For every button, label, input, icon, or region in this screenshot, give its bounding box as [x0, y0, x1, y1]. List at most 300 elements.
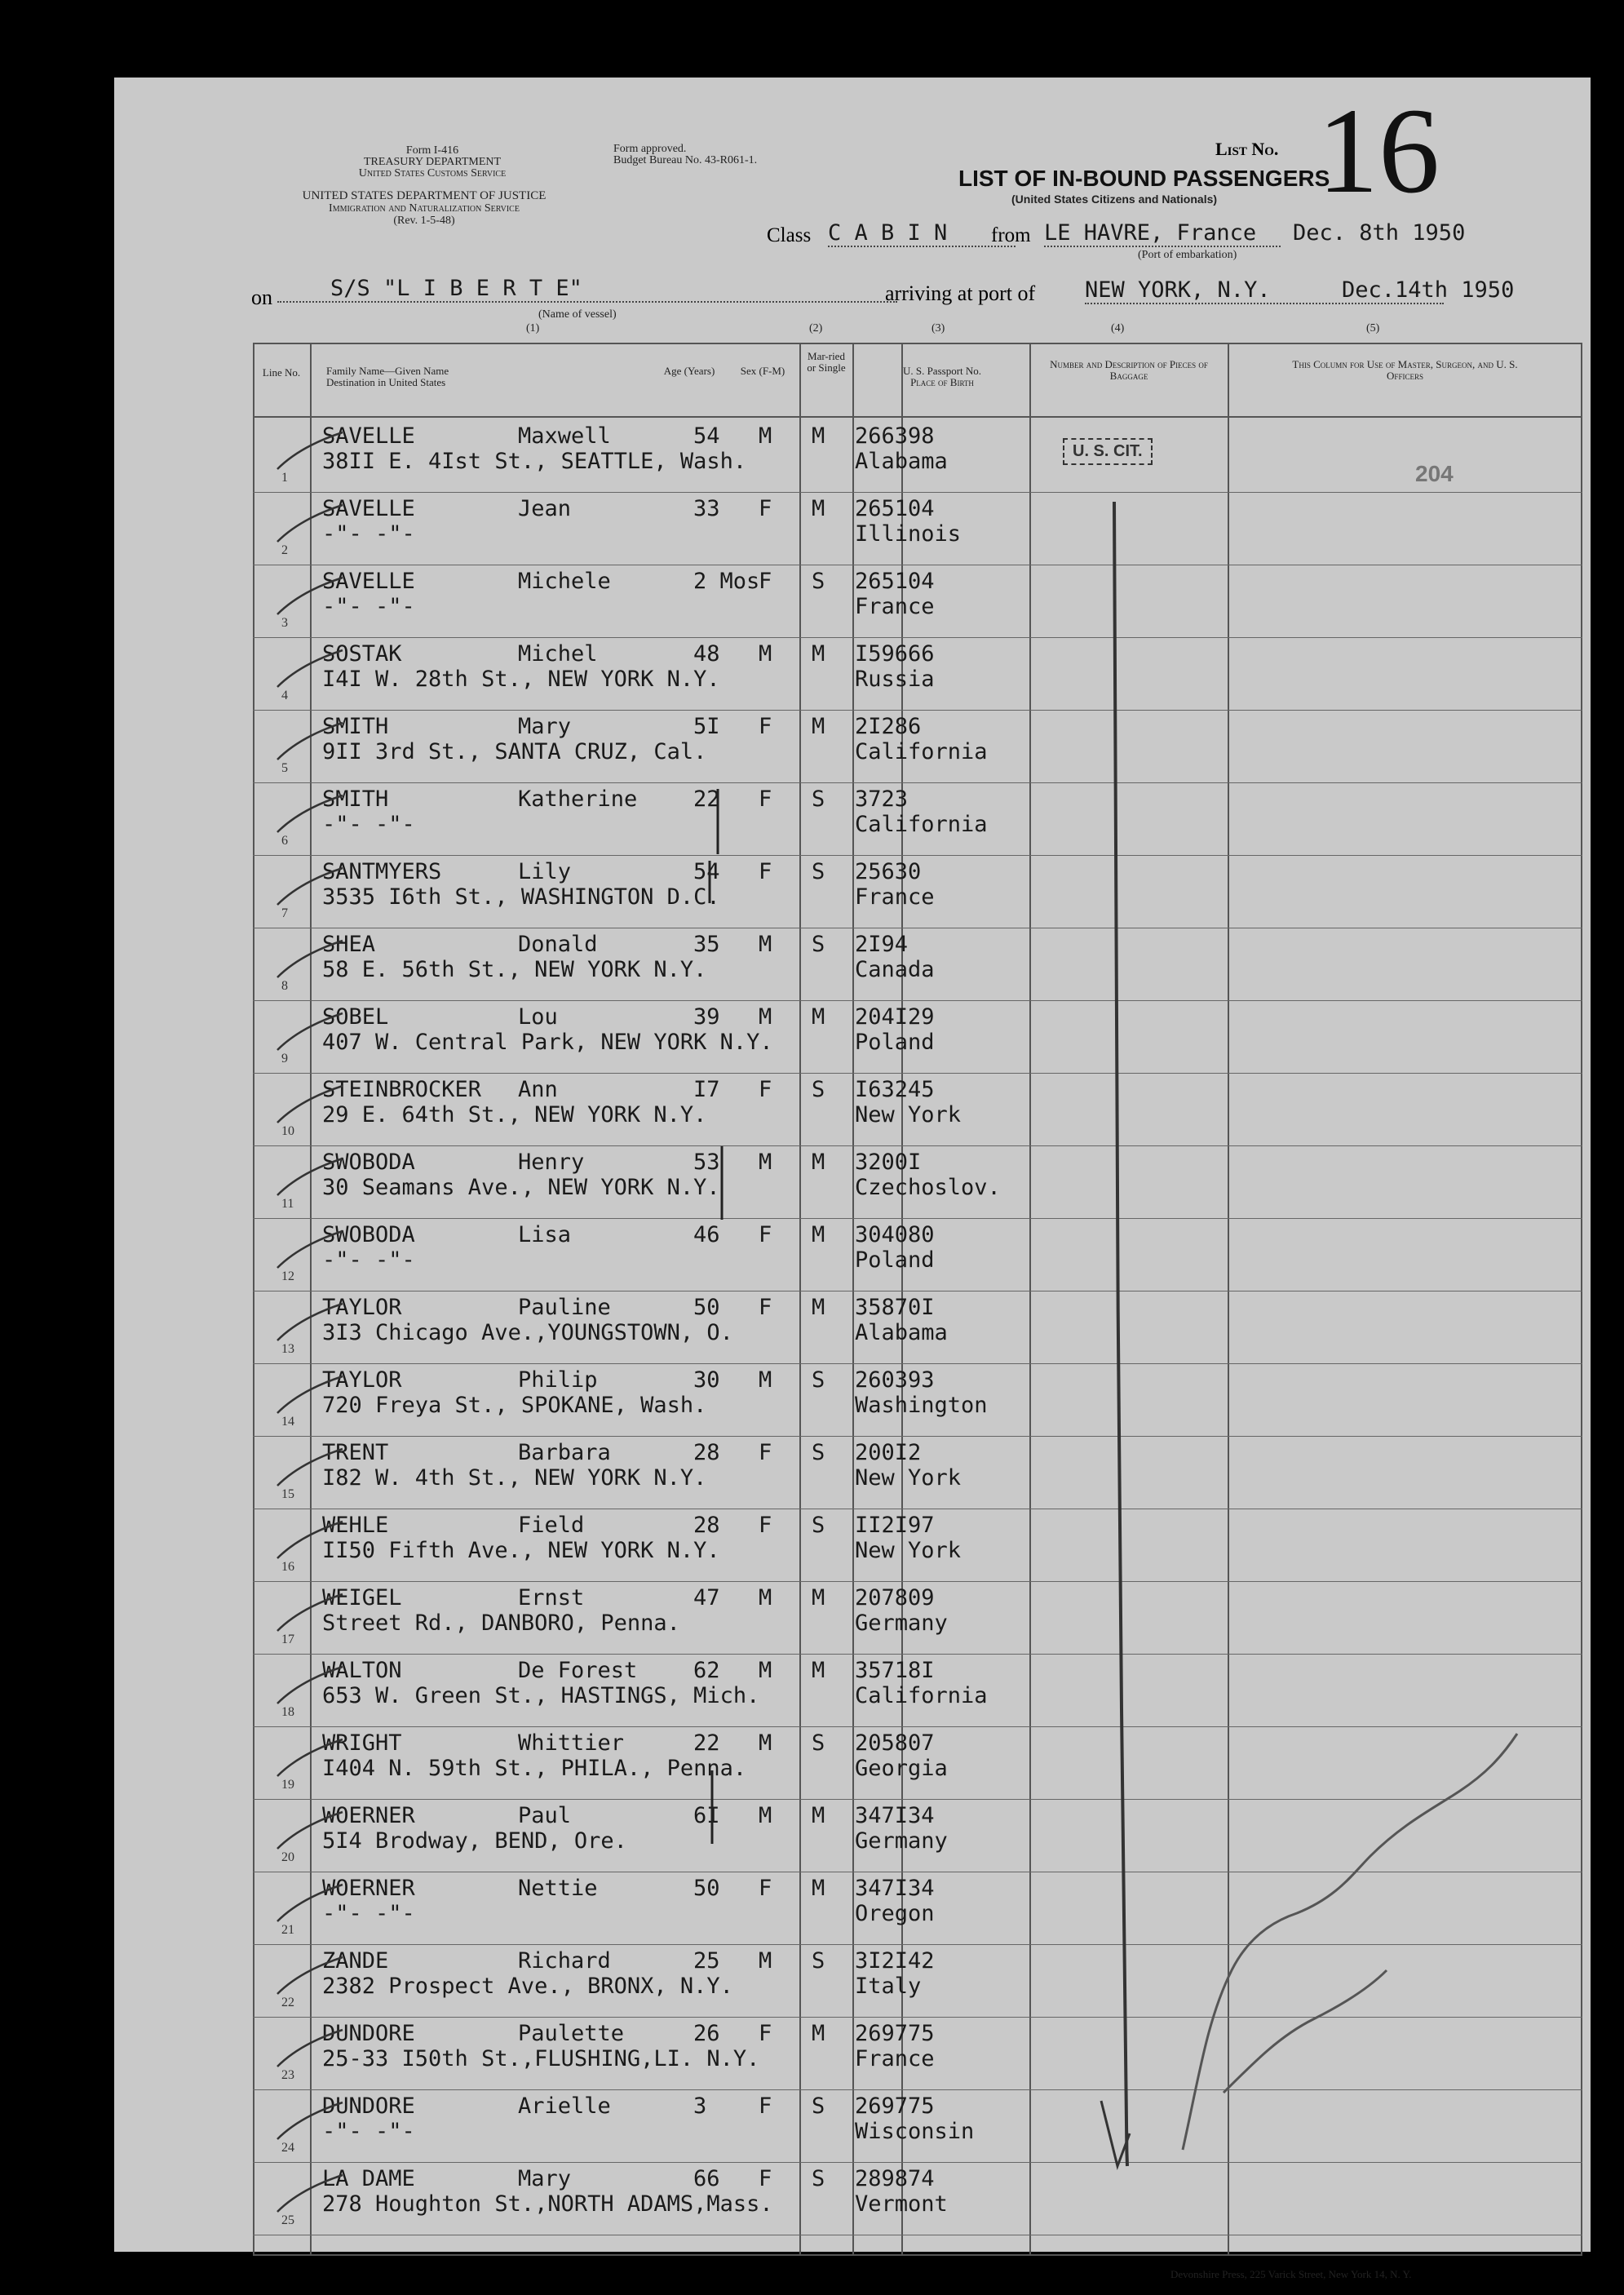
marital-status: M [812, 496, 825, 521]
line-number: 21 [281, 1923, 294, 1937]
family-name: DUNDORE [322, 2021, 415, 2046]
birthplace: France [855, 2046, 935, 2071]
family-name: SWOBODA [322, 1222, 415, 1247]
check-mark [273, 937, 347, 986]
customs-service: United States Customs Service [358, 167, 507, 179]
age: 33 [693, 496, 720, 521]
list-title: LIST OF IN-BOUND PASSENGERS [958, 166, 1330, 191]
given-name: Michel [518, 641, 598, 667]
birthplace: Vermont [855, 2191, 948, 2217]
check-mark [273, 1808, 347, 1857]
passport-number: 35870I [855, 1295, 935, 1320]
passport-number: 265104 [855, 569, 935, 594]
birthplace: California [855, 739, 988, 764]
sex: M [759, 423, 772, 449]
destination: 653 W. Green St., HASTINGS, Mich. [322, 1683, 760, 1708]
destination: -"- -"- [322, 2119, 415, 2144]
birthplace: France [855, 594, 935, 619]
sex: M [759, 1585, 772, 1610]
line-number: 22 [281, 1996, 294, 2009]
given-name: Pauline [518, 1295, 611, 1320]
sex: F [759, 2021, 772, 2046]
line-number: 10 [281, 1124, 294, 1138]
family-name: SMITH [322, 714, 389, 739]
birthplace: France [855, 884, 935, 910]
given-name: Maxwell [518, 423, 611, 449]
given-name: Paulette [518, 2021, 625, 2046]
embark-date: Dec. 8th 1950 [1293, 220, 1466, 246]
destination: I4I W. 28th St., NEW YORK N.Y. [322, 667, 720, 692]
table-row [114, 1655, 1591, 1727]
family-name: WEIGEL [322, 1585, 402, 1610]
table-row [114, 2018, 1591, 2090]
given-name: Jean [518, 496, 572, 521]
marital-status: S [812, 786, 825, 812]
family-name: WRIGHT [322, 1730, 402, 1756]
marital-status: S [812, 1367, 825, 1393]
arriving-label: arriving at port of [885, 281, 1036, 305]
age: 22 [693, 786, 720, 812]
marital-status: S [812, 1077, 825, 1102]
destination: -"- -"- [322, 1901, 415, 1926]
destination: 5I4 Brodway, BEND, Ore. [322, 1828, 627, 1854]
destination: 9II 3rd St., SANTA CRUZ, Cal. [322, 739, 707, 764]
table-row [114, 783, 1591, 856]
check-mark [273, 791, 347, 840]
birthplace: Canada [855, 957, 935, 982]
given-name: Lou [518, 1004, 558, 1030]
col-number-1: (1) [526, 322, 540, 335]
marital-status: S [812, 569, 825, 594]
sex: M [759, 1004, 772, 1030]
citizen-stamp: U. S. CIT. [1063, 438, 1153, 465]
arrival-port: NEW YORK, N.Y. [1085, 277, 1444, 304]
col-number-5: (5) [1366, 322, 1380, 335]
family-name: DUNDORE [322, 2093, 415, 2119]
given-name: De Forest [518, 1658, 638, 1683]
age: 2 Mos [693, 569, 760, 594]
check-mark [273, 2026, 347, 2075]
line-number: 25 [281, 2213, 294, 2227]
given-name: Mary [518, 714, 572, 739]
class-value: C A B I N [828, 220, 1016, 247]
given-name: Field [518, 1513, 585, 1538]
line-number: 20 [281, 1850, 294, 1864]
destination: I82 W. 4th St., NEW YORK N.Y. [322, 1465, 707, 1491]
line-number: 19 [281, 1778, 294, 1792]
passport-number: 200I2 [855, 1440, 922, 1465]
marital-status: M [812, 1150, 825, 1175]
family-name: SOSTAK [322, 641, 402, 667]
check-mark [273, 1227, 347, 1276]
passport-number: I63245 [855, 1077, 935, 1102]
birthplace: Alabama [855, 449, 948, 474]
embark-port: LE HAVRE, France [1044, 220, 1281, 247]
age: 47 [693, 1585, 720, 1610]
family-name: SAVELLE [322, 569, 415, 594]
line-number: 17 [281, 1633, 294, 1646]
age: 35 [693, 932, 720, 957]
line-number: 11 [281, 1197, 294, 1211]
destination: II50 Fifth Ave., NEW YORK N.Y. [322, 1538, 720, 1563]
family-name: TRENT [322, 1440, 389, 1465]
passport-number: I59666 [855, 641, 935, 667]
table-row [114, 856, 1591, 928]
passport-number: 2I286 [855, 714, 922, 739]
given-name: Richard [518, 1948, 611, 1974]
sex: M [759, 932, 772, 957]
destination: 29 E. 64th St., NEW YORK N.Y. [322, 1102, 707, 1128]
table-row [114, 2163, 1591, 2235]
destination: 25-33 I50th St.,FLUSHING,LI. N.Y. [322, 2046, 760, 2071]
given-name: Lisa [518, 1222, 572, 1247]
table-row [114, 1074, 1591, 1146]
age: 30 [693, 1367, 720, 1393]
marital-status: M [812, 1222, 825, 1247]
table-row [114, 1582, 1591, 1655]
birthplace: Wisconsin [855, 2119, 975, 2144]
passport-number: 265104 [855, 496, 935, 521]
marital-status: S [812, 1730, 825, 1756]
check-mark [273, 1372, 347, 1421]
family-name: SANTMYERS [322, 859, 442, 884]
line-number: 3 [281, 616, 288, 630]
check-mark [273, 1953, 347, 2002]
given-name: Michele [518, 569, 611, 594]
destination: I404 N. 59th St., PHILA., Penna. [322, 1756, 747, 1781]
table-row [114, 928, 1591, 1001]
family-name: SAVELLE [322, 496, 415, 521]
table-row [114, 1364, 1591, 1437]
passport-number: 204I29 [855, 1004, 935, 1030]
passenger-manifest-page [114, 78, 1591, 2280]
form-approved: Form approved. [613, 143, 687, 155]
line-number: 2 [281, 543, 288, 557]
sex: F [759, 859, 772, 884]
marital-status: M [812, 1803, 825, 1828]
check-mark [273, 2098, 347, 2147]
age: 5I [693, 714, 720, 739]
destination: -"- -"- [322, 1247, 415, 1273]
marital-status: S [812, 2166, 825, 2191]
passport-number: 269775 [855, 2021, 935, 2046]
vessel-caption: (Name of vessel) [538, 308, 617, 321]
table-row [114, 1800, 1591, 1872]
check-mark [273, 1009, 347, 1058]
passport-number: 3723 [855, 786, 909, 812]
table-row [114, 1219, 1591, 1291]
check-mark [273, 864, 347, 913]
marital-status: M [812, 714, 825, 739]
table-row [114, 1291, 1591, 1364]
sex: M [759, 1658, 772, 1683]
passport-number: 269775 [855, 2093, 935, 2119]
list-no-label: List No. [1215, 139, 1279, 159]
line-number: 5 [281, 761, 288, 775]
ins-service: Immigration and Naturalization Service [329, 202, 520, 215]
budget-bureau: Budget Bureau No. 43-R061-1. [613, 154, 758, 166]
birthplace: Washington [855, 1393, 988, 1418]
age: 50 [693, 1295, 720, 1320]
marital-status: M [812, 1876, 825, 1901]
check-mark [273, 1590, 347, 1639]
sex: M [759, 641, 772, 667]
family-name: SMITH [322, 786, 389, 812]
passport-number: 207809 [855, 1585, 935, 1610]
birthplace: Illinois [855, 521, 962, 547]
treasury-department: TREASURY DEPARTMENT [363, 156, 502, 168]
marital-status: S [812, 1440, 825, 1465]
sex: F [759, 2093, 772, 2119]
col-number-2: (2) [809, 322, 823, 335]
sex: F [759, 569, 772, 594]
col-header-married: Mar-ried or Single [807, 350, 846, 374]
family-name: SWOBODA [322, 1150, 415, 1175]
destination: 278 Houghton St.,NORTH ADAMS,Mass. [322, 2191, 773, 2217]
col-header-birth: Place of Birth [910, 376, 974, 388]
birthplace: California [855, 812, 988, 837]
line-number: 4 [281, 689, 288, 702]
col-header-age: Age (Years) [663, 365, 715, 377]
marital-status: S [812, 859, 825, 884]
check-mark [273, 1082, 347, 1131]
family-name: WALTON [322, 1658, 402, 1683]
birthplace: California [855, 1683, 988, 1708]
department-of-justice: UNITED STATES DEPARTMENT OF JUSTICE [302, 189, 546, 202]
birthplace: New York [855, 1538, 962, 1563]
birthplace: New York [855, 1465, 962, 1491]
given-name: Donald [518, 932, 598, 957]
line-number: 13 [281, 1342, 294, 1356]
revision: (Rev. 1-5-48) [393, 215, 455, 227]
check-mark [273, 1881, 347, 1929]
destination: 2382 Prospect Ave., BRONX, N.Y. [322, 1974, 733, 1999]
marital-status: M [812, 423, 825, 449]
check-mark [273, 1154, 347, 1203]
age: 25 [693, 1948, 720, 1974]
check-mark [273, 1735, 347, 1784]
birthplace: New York [855, 1102, 962, 1128]
sex: F [759, 1222, 772, 1247]
age: 28 [693, 1513, 720, 1538]
marital-status: M [812, 1658, 825, 1683]
check-mark [273, 501, 347, 550]
sex: F [759, 1077, 772, 1102]
check-mark [273, 1663, 347, 1712]
table-row [114, 1872, 1591, 1945]
sex: F [759, 1440, 772, 1465]
check-mark [273, 719, 347, 768]
check-mark [273, 2171, 347, 2220]
marital-status: S [812, 1948, 825, 1974]
passport-number: 205807 [855, 1730, 935, 1756]
given-name: Paul [518, 1803, 572, 1828]
table-row [114, 711, 1591, 783]
check-mark [273, 428, 347, 477]
birthplace: Oregon [855, 1901, 935, 1926]
passport-number: 3200I [855, 1150, 922, 1175]
destination: 407 W. Central Park, NEW YORK N.Y. [322, 1030, 773, 1055]
line-number: 1 [281, 471, 288, 485]
check-mark [273, 574, 347, 622]
birthplace: Czechoslov. [855, 1175, 1001, 1200]
age: 54 [693, 859, 720, 884]
family-name: SOBEL [322, 1004, 389, 1030]
vessel-name: S/S "L I B E R T E" [277, 276, 897, 303]
passport-number: 2I94 [855, 932, 909, 957]
line-number: 12 [281, 1269, 294, 1283]
col-header-sex: Sex (F-M) [740, 365, 785, 377]
birthplace: Georgia [855, 1756, 948, 1781]
family-name: TAYLOR [322, 1367, 402, 1393]
list-subtitle: (United States Citizens and Nationals) [1011, 193, 1218, 206]
destination: 3I3 Chicago Ave.,YOUNGSTOWN, O. [322, 1320, 733, 1345]
sex: F [759, 1295, 772, 1320]
col-header-name: Family Name—Given Name [326, 365, 449, 377]
family-name: WOERNER [322, 1876, 415, 1901]
age: 28 [693, 1440, 720, 1465]
destination: 30 Seamans Ave., NEW YORK N.Y. [322, 1175, 720, 1200]
col-number-4: (4) [1111, 322, 1125, 335]
annotation-number: 204 [1415, 461, 1454, 486]
sex: F [759, 1876, 772, 1901]
sex: M [759, 1948, 772, 1974]
birthplace: Italy [855, 1974, 922, 1999]
col-header-officers: This Column for Use of Master, Surgeon, and U. S. Officers [1292, 358, 1518, 382]
table-row [114, 1146, 1591, 1219]
age: 26 [693, 2021, 720, 2046]
given-name: Henry [518, 1150, 585, 1175]
birthplace: Germany [855, 1828, 948, 1854]
destination: 720 Freya St., SPOKANE, Wash. [322, 1393, 707, 1418]
table-row [114, 1001, 1591, 1074]
passport-number: 304080 [855, 1222, 935, 1247]
family-name: LA DAME [322, 2166, 415, 2191]
given-name: Ernst [518, 1585, 585, 1610]
check-mark [273, 1517, 347, 1566]
col-header-line: Line No. [262, 366, 301, 379]
table-row [114, 1509, 1591, 1582]
col-header-passport: U. S. Passport No. [902, 365, 982, 377]
age: 48 [693, 641, 720, 667]
age: 22 [693, 1730, 720, 1756]
line-number: 14 [281, 1415, 294, 1429]
family-name: TAYLOR [322, 1295, 402, 1320]
sex: F [759, 496, 772, 521]
marital-status: M [812, 1295, 825, 1320]
line-number: 24 [281, 2141, 294, 2155]
sex: F [759, 2166, 772, 2191]
birthplace: Poland [855, 1247, 935, 1273]
given-name: Barbara [518, 1440, 611, 1465]
line-number: 23 [281, 2068, 294, 2082]
passport-number: 25630 [855, 859, 922, 884]
given-name: Philip [518, 1367, 598, 1393]
age: 39 [693, 1004, 720, 1030]
given-name: Arielle [518, 2093, 611, 2119]
destination: 3535 I6th St., WASHINGTON D.C. [322, 884, 720, 910]
age: 66 [693, 2166, 720, 2191]
family-name: WEHLE [322, 1513, 389, 1538]
age: 3 [693, 2093, 707, 2119]
table-row [114, 493, 1591, 565]
destination: 38II E. 4Ist St., SEATTLE, Wash. [322, 449, 747, 474]
line-number: 16 [281, 1560, 294, 1574]
birthplace: Russia [855, 667, 935, 692]
passport-number: II2I97 [855, 1513, 935, 1538]
given-name: Katherine [518, 786, 638, 812]
embark-caption: (Port of embarkation) [1138, 249, 1237, 261]
passport-number: 3I2I42 [855, 1948, 935, 1974]
family-name: ZANDE [322, 1948, 389, 1974]
table-row [114, 565, 1591, 638]
given-name: Nettie [518, 1876, 598, 1901]
table-row [114, 638, 1591, 711]
passport-number: 260393 [855, 1367, 935, 1393]
table-row [114, 1727, 1591, 1800]
sex: M [759, 1730, 772, 1756]
col-header-destination: Destination in United States [326, 376, 446, 388]
from-label: from [991, 224, 1031, 246]
line-number: 9 [281, 1052, 288, 1066]
age: I7 [693, 1077, 720, 1102]
destination: -"- -"- [322, 521, 415, 547]
line-number: 7 [281, 906, 288, 920]
table-row [114, 2090, 1591, 2163]
check-mark [273, 1445, 347, 1494]
line-number: 15 [281, 1487, 294, 1501]
birthplace: Poland [855, 1030, 935, 1055]
table-row [114, 420, 1591, 493]
sex: M [759, 1367, 772, 1393]
given-name: Whittier [518, 1730, 625, 1756]
age: 54 [693, 423, 720, 449]
form-number: Form I-416 [405, 144, 459, 157]
line-number: 8 [281, 979, 288, 993]
check-mark [273, 1300, 347, 1349]
line-number: 6 [281, 834, 288, 848]
list-number: 16 [1317, 83, 1440, 219]
age: 53 [693, 1150, 720, 1175]
sex: F [759, 714, 772, 739]
passport-number: 347I34 [855, 1876, 935, 1901]
table-row [114, 1945, 1591, 2018]
destination: Street Rd., DANBORO, Penna. [322, 1610, 680, 1636]
col-header-baggage: Number and Description of Pieces of Baggage [1050, 358, 1208, 382]
sex: M [759, 1150, 772, 1175]
given-name: Mary [518, 2166, 572, 2191]
destination: -"- -"- [322, 812, 415, 837]
header-divider [253, 416, 1582, 418]
birthplace: Alabama [855, 1320, 948, 1345]
marital-status: M [812, 1004, 825, 1030]
birthplace: Germany [855, 1610, 948, 1636]
marital-status: S [812, 932, 825, 957]
marital-status: M [812, 1585, 825, 1610]
destination: 58 E. 56th St., NEW YORK N.Y. [322, 957, 707, 982]
col-number-3: (3) [931, 322, 945, 335]
marital-status: S [812, 2093, 825, 2119]
age: 6I [693, 1803, 720, 1828]
table-row [114, 1437, 1591, 1509]
given-name: Lily [518, 859, 572, 884]
age: 62 [693, 1658, 720, 1683]
sex: M [759, 1803, 772, 1828]
age: 46 [693, 1222, 720, 1247]
passport-number: 347I34 [855, 1803, 935, 1828]
on-label: on [251, 286, 272, 309]
age: 50 [693, 1876, 720, 1901]
